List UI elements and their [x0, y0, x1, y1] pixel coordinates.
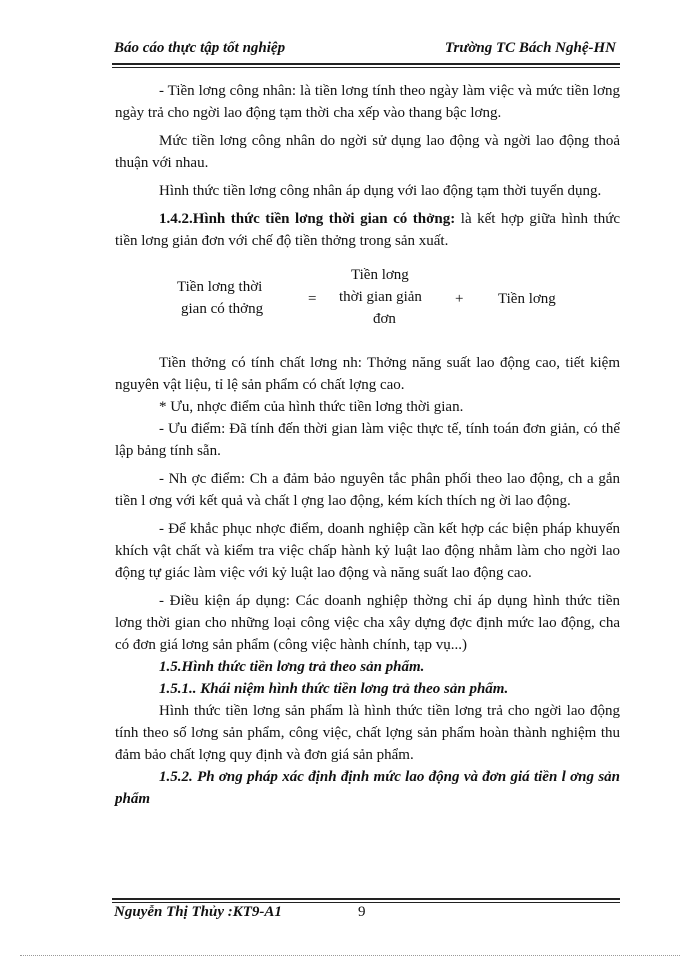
footer-rule-thin	[112, 902, 620, 903]
footer-author: Nguyễn Thị Thủy :KT9-A1	[114, 904, 282, 920]
formula-lhs-line2: gian có thởng	[181, 301, 264, 317]
paragraph-conditions: - Điều kiện áp dụng: Các doanh nghiệp thờng chỉ áp dụng hình thức tiền lơng thời gian cho những loại công việc cha xây dựng đợc định mức lao động, cha có đơn giá lơng sản phẩm (công việc hành chính, tạp vụ...)	[115, 593, 620, 653]
footer-rule-thick	[112, 898, 620, 900]
formula-equals-sign: =	[308, 291, 317, 307]
heading-1-5-1: 1.5.1.. Khái niệm hình thức tiền lơng trả theo sản phẩm.	[159, 681, 509, 697]
section-1-4-2-text: là kết hợp giữa hình thức tiền lơng giản đơn với chế độ tiền thởng trong sản xuất.	[115, 211, 620, 249]
formula-mid-line2: thời gian giản	[339, 289, 422, 305]
section-heading-1-4-2: 1.4.2.Hình thức tiền lơng thời gian có thởng:	[159, 211, 456, 227]
formula-plus-sign: +	[455, 291, 464, 307]
paragraph-wage-agreement: Mức tiền lơng công nhân do ngời sử dụng lao động và ngời lao động thoả thuận với nhau.	[115, 133, 620, 171]
header-report-title: Báo cáo thực tập tốt nghiệp	[114, 40, 286, 56]
paragraph-bonus-nature: Tiền thởng có tính chất lơng nh: Thởng năng suất lao động cao, tiết kiệm nguyên vật liệu, tỉ lệ sản phẩm có chất lợng cao.	[115, 355, 620, 393]
formula-lhs-line1: Tiền lơng thời	[177, 279, 263, 295]
formula-mid-line3: đơn	[373, 311, 396, 327]
wage-formula	[115, 264, 620, 334]
paragraph-piece-rate-definition: Hình thức tiền lơng sản phẩm là hình thức tiền lơng trả cho ngời lao động tính theo số lơng sản phẩm, công việc, chất lợng sản phẩm hoàn thành nghiệm thu đảm bảo chất lợng quy định và đơn giá sản phẩm.	[115, 703, 620, 763]
paragraph-pros-cons-heading: * Ưu, nhợc điểm của hình thức tiền lơng thời gian.	[159, 399, 464, 415]
formula-rhs: Tiền lơng	[498, 291, 556, 307]
heading-1-5-2: 1.5.2. Ph ơng pháp xác định định mức lao động và đơn giá tiền l ơng sản phẩm	[115, 769, 620, 807]
heading-1-5: 1.5.Hình thức tiền lơng trả theo sản phẩm.	[159, 659, 425, 675]
page-number: 9	[358, 904, 366, 920]
header-rule-thin	[112, 67, 620, 68]
paragraph-disadvantages: - Nh ợc điểm: Ch a đảm bảo nguyên tắc phân phối theo lao động, ch a gắn tiền l ơng với kết quả và chất l ợng lao động, kém kích thích ng ời lao động.	[115, 471, 620, 509]
paragraph-daily-wage: - Tiền lơng công nhân: là tiền lơng tính theo ngày làm việc và mức tiền lơng ngày trả cho ngời lao động tạm thời cha xếp vào thang bậc lơng.	[115, 83, 620, 121]
paragraph-remedy: - Để khắc phục nhợc điểm, doanh nghiệp cần kết hợp các biện pháp khuyến khích vật chất và kiểm tra việc chấp hành kỷ luật lao động nhằm làm cho ngời lao động tự giác làm việc với kỷ luật lao động và năng suất lao động cao.	[115, 521, 620, 581]
paragraph-temporary-workers: Hình thức tiền lơng công nhân áp dụng với lao động tạm thời tuyển dụng.	[159, 183, 602, 199]
header-school-name: Trường TC Bách Nghệ-HN	[444, 40, 616, 56]
document-body	[115, 80, 620, 810]
paragraph-advantages: - Ưu điểm: Đã tính đến thời gian làm việc thực tế, tính toán đơn giản, có thể lập bảng tính sẵn.	[115, 421, 620, 459]
paragraph-time-bonus-section	[115, 208, 620, 252]
header-rule-thick	[112, 63, 620, 65]
page-header	[112, 40, 620, 62]
formula-mid-line1: Tiền lơng	[351, 267, 409, 283]
page-bottom-dotted-line	[20, 955, 680, 956]
